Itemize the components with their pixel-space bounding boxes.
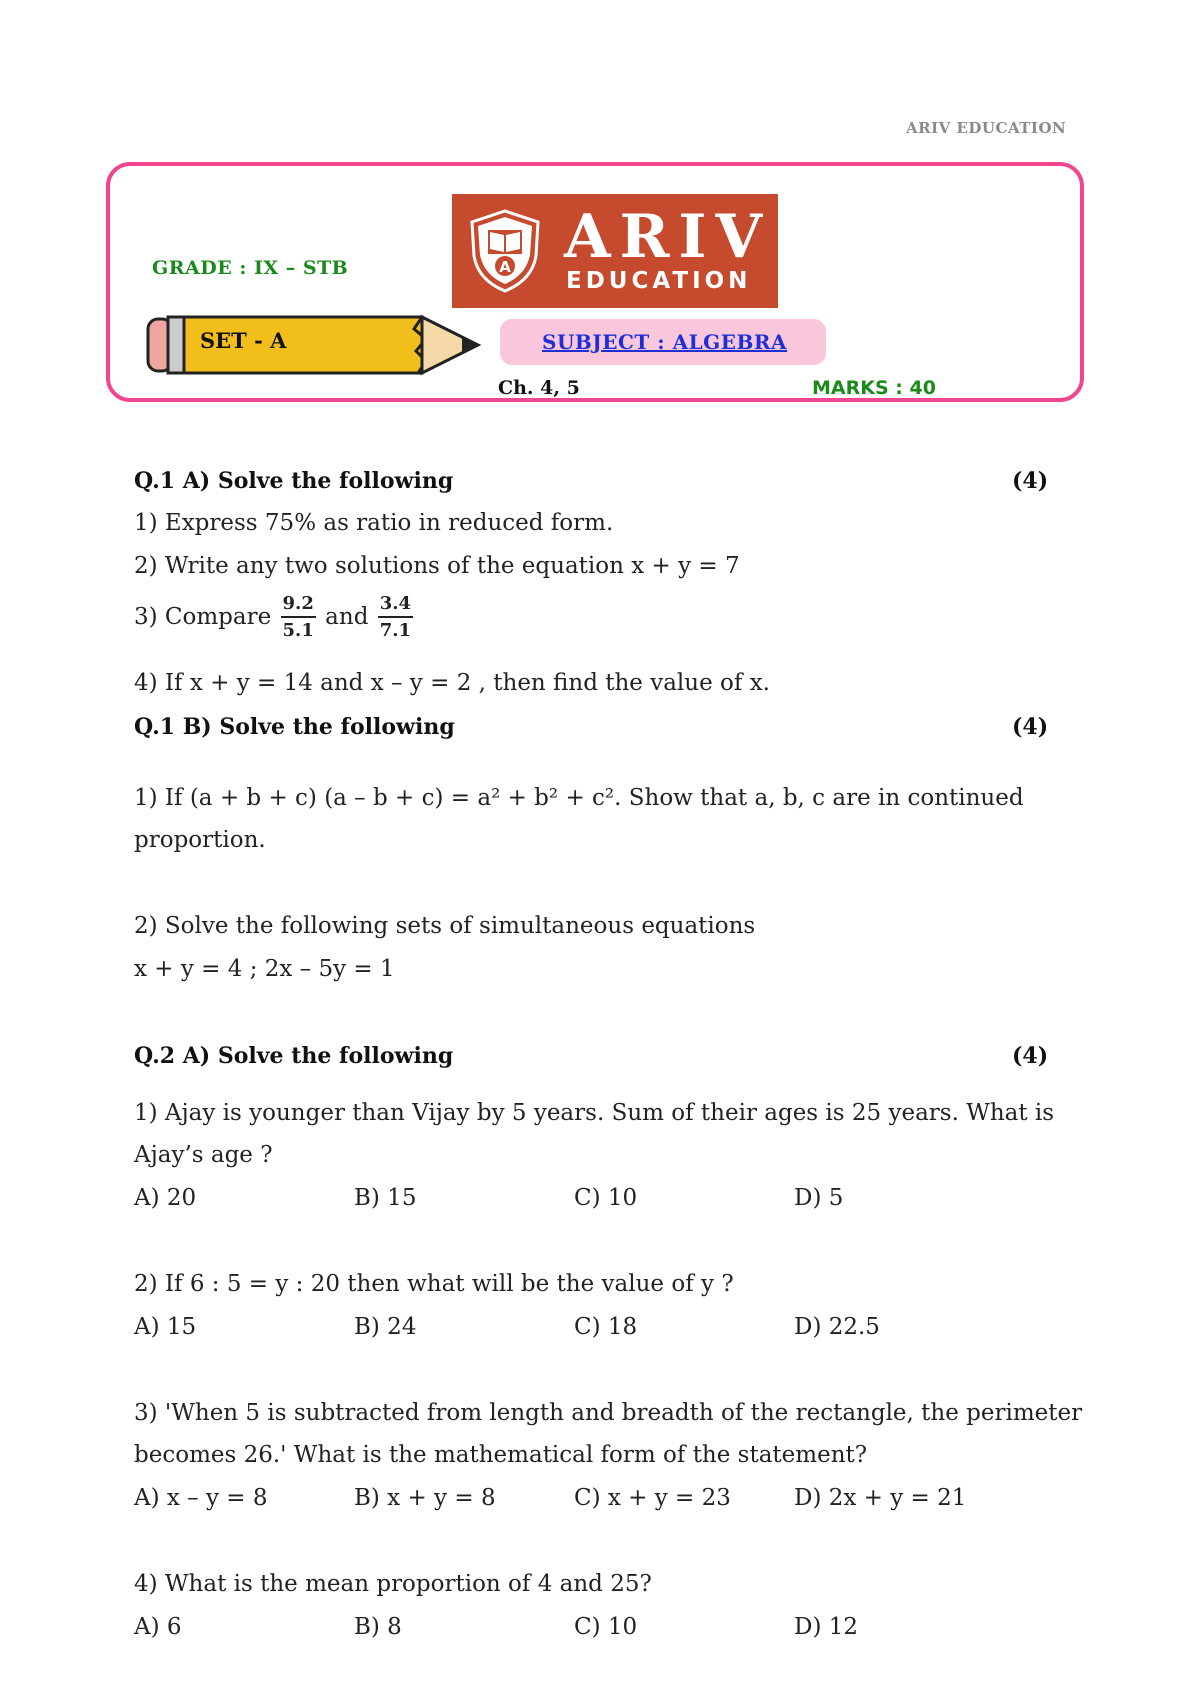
q1a-title: Q.1 A) Solve the following: [134, 468, 454, 494]
q1a-item-3-prefix: 3) Compare: [134, 604, 272, 630]
q2a-q1-line-1: 1) Ajay is younger than Vijay by 5 years. Sum of their ages is 25 years. What is: [134, 1100, 1055, 1126]
q2a-q4-option-d: D) 12: [794, 1614, 858, 1640]
q2a-q4-option-b: B) 8: [354, 1614, 402, 1640]
q1b-marks: (4): [1012, 714, 1049, 740]
q1a-item-3: [134, 592, 415, 644]
q1a-item-1: 1) Express 75% as ratio in reduced form.: [134, 510, 614, 536]
fraction-2-denominator: 7.1: [379, 620, 412, 641]
q2a-q4-line-1: 4) What is the mean proportion of 4 and 25?: [134, 1571, 652, 1597]
chapter-label: Ch. 4, 5: [498, 377, 580, 399]
q2a-q2-option-a: A) 15: [134, 1314, 197, 1340]
q2a-q4-option-a: A) 6: [134, 1614, 182, 1640]
q1a-item-3-and: and: [325, 604, 369, 630]
q1b-item-1: 1) If (a + b + c) (a – b + c) = a² + b² + c². Show that a, b, c are in continued: [134, 785, 1024, 811]
q1b-item-2-equations: x + y = 4 ; 2x – 5y = 1: [134, 956, 395, 982]
fraction-1: [281, 592, 316, 644]
shield-book-icon: [468, 208, 542, 294]
grade-label: GRADE : IX – STB: [152, 257, 349, 279]
q1a-marks: (4): [1012, 468, 1049, 494]
subject-label: SUBJECT : ALGEBRA: [542, 330, 788, 354]
logo-main-text: ARIV: [564, 202, 772, 272]
set-label: SET - A: [200, 328, 287, 353]
q2a-q1-option-c: C) 10: [574, 1185, 638, 1211]
q2a-title: Q.2 A) Solve the following: [134, 1043, 454, 1069]
header-watermark: ARIV EDUCATION: [906, 119, 1067, 137]
q2a-q4-option-c: C) 10: [574, 1614, 638, 1640]
q2a-marks: (4): [1012, 1043, 1049, 1069]
q2a-q2-option-b: B) 24: [354, 1314, 417, 1340]
q1a-item-4: 4) If x + y = 14 and x – y = 2 , then find the value of x.: [134, 670, 770, 696]
q1b-item-2: 2) Solve the following sets of simultaneous equations: [134, 913, 756, 939]
q2a-q1-line-2: Ajay’s age ?: [134, 1142, 273, 1168]
q2a-q2-option-c: C) 18: [574, 1314, 638, 1340]
logo-emblem-letter: A: [499, 258, 511, 276]
q2a-q3-option-b: B) x + y = 8: [354, 1485, 496, 1511]
q2a-q3-line-2: becomes 26.' What is the mathematical form of the statement?: [134, 1442, 868, 1468]
q2a-q3-line-1: 3) 'When 5 is subtracted from length and breadth of the rectangle, the perimeter: [134, 1400, 1083, 1426]
q2a-q3-option-c: C) x + y = 23: [574, 1485, 731, 1511]
fraction-2-numerator: 3.4: [378, 592, 413, 618]
q2a-q3-option-a: A) x – y = 8: [134, 1485, 268, 1511]
q2a-q3-option-d: D) 2x + y = 21: [794, 1485, 967, 1511]
q2a-q1-option-b: B) 15: [354, 1185, 417, 1211]
q2a-q1-option-a: A) 20: [134, 1185, 197, 1211]
fraction-2: [378, 592, 413, 644]
q2a-q2-option-d: D) 22.5: [794, 1314, 880, 1340]
marks-label: MARKS : 40: [812, 377, 936, 399]
fraction-1-numerator: 9.2: [281, 592, 316, 618]
pencil-icon: [146, 313, 482, 377]
q2a-q2-line-1: 2) If 6 : 5 = y : 20 then what will be the value of y ?: [134, 1271, 734, 1297]
q1b-item-1-cont: proportion.: [134, 827, 266, 853]
q2a-q1-option-d: D) 5: [794, 1185, 844, 1211]
q1a-item-2: 2) Write any two solutions of the equation x + y = 7: [134, 553, 740, 579]
logo: [452, 194, 778, 308]
fraction-1-denominator: 5.1: [282, 620, 314, 641]
q1b-title: Q.1 B) Solve the following: [134, 714, 455, 740]
logo-sub-text: EDUCATION: [566, 268, 752, 294]
